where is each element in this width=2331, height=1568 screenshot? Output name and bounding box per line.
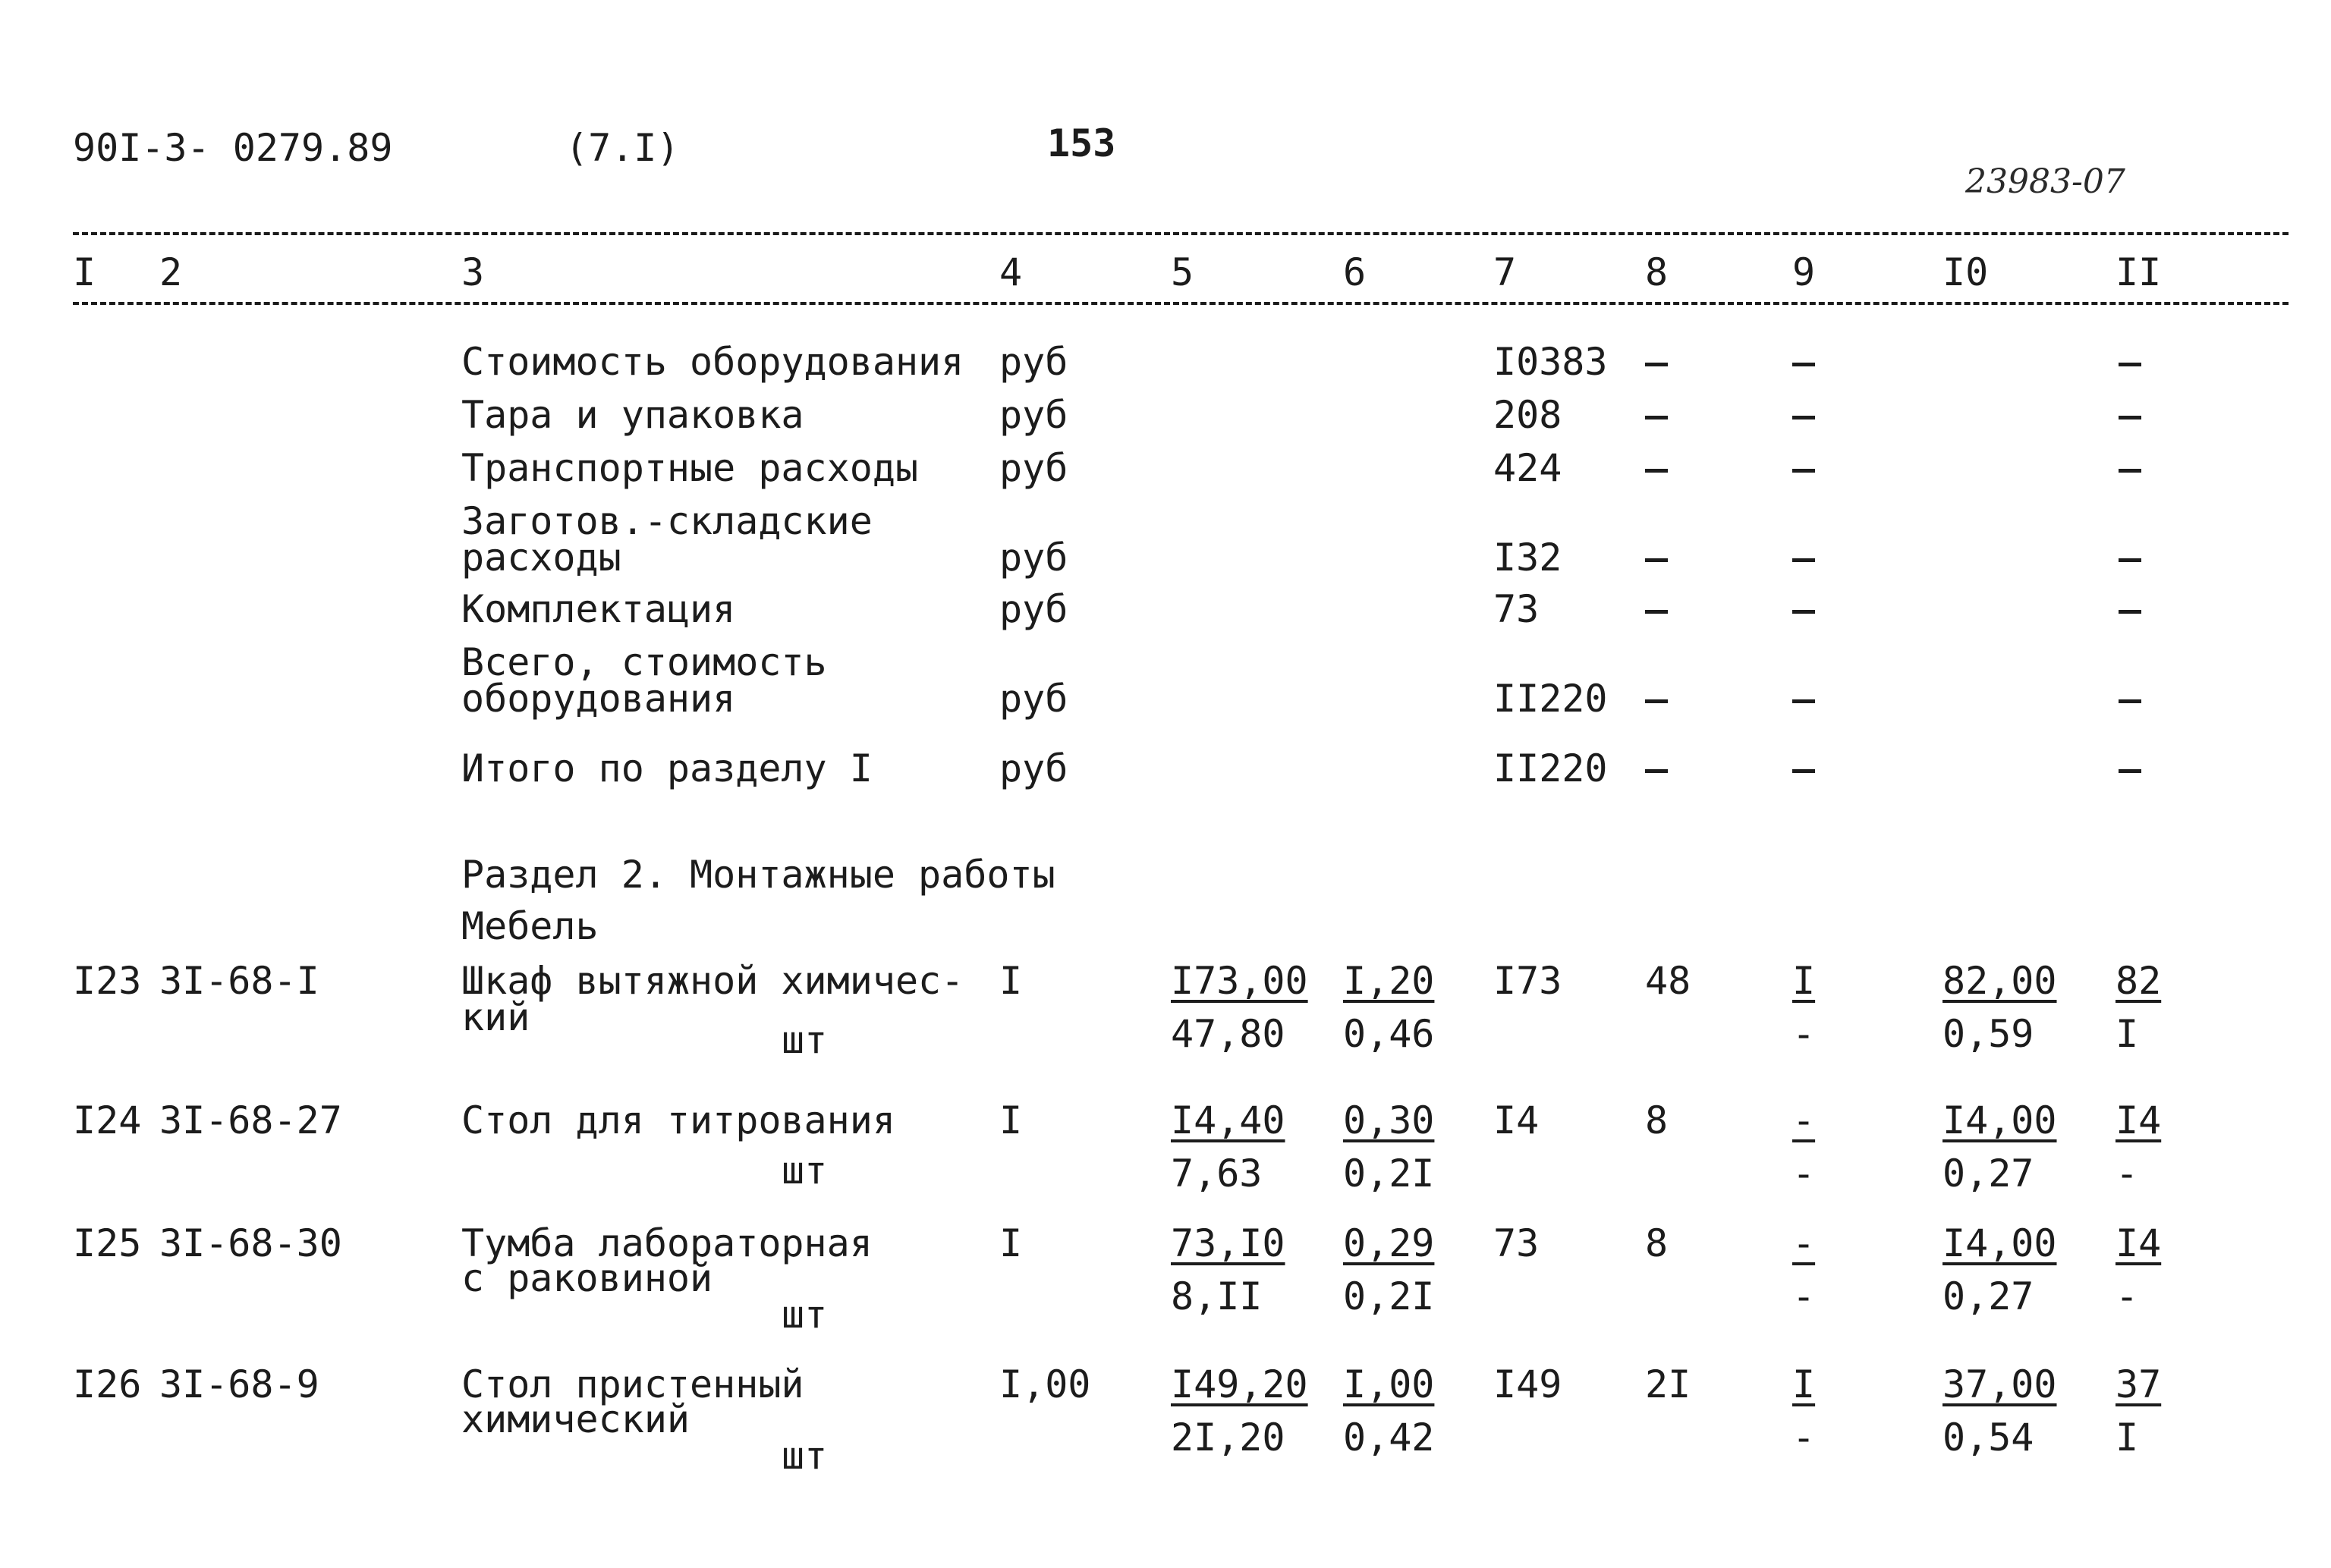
col9-bottom: - [1792, 1012, 1816, 1056]
dash-mark [1645, 610, 1668, 614]
dash-mark [1792, 610, 1815, 614]
col9-top: - [1792, 1098, 1816, 1142]
col6-top: I,20 [1343, 959, 1435, 1003]
dash-mark [1792, 558, 1815, 562]
col11-top: 82 [2116, 959, 2162, 1003]
unit-cell: руб [999, 536, 1068, 580]
section-title: Раздел 2. Монтажные работы [461, 853, 1055, 897]
item-name: Тумба лабораторная [461, 1221, 873, 1265]
col11-top: 37 [2116, 1362, 2162, 1406]
summary-label: Всего, стоимость [461, 640, 827, 684]
handwritten-number: 23983-07 [1965, 162, 2125, 201]
dash-mark [1645, 558, 1668, 562]
col10-bottom: 0,27 [1942, 1274, 2034, 1318]
dash-mark [1792, 469, 1815, 473]
unit-cell: руб [999, 446, 1068, 490]
col6-bottom: 0,46 [1343, 1012, 1435, 1056]
dash-mark [1792, 769, 1815, 773]
value-cell: 208 [1493, 393, 1562, 437]
item-code: 3I-68-27 [159, 1098, 342, 1142]
col10-top: I4,00 [1942, 1221, 2057, 1265]
item-unit: шт [782, 1293, 828, 1337]
dash-mark [2119, 769, 2141, 773]
col10-top: I4,00 [1942, 1098, 2057, 1142]
col6-bottom: 0,42 [1343, 1416, 1435, 1460]
table-header-rule [73, 302, 2289, 305]
dash-mark [2119, 363, 2141, 366]
col11-bottom: - [2116, 1152, 2139, 1196]
dash-mark [2119, 558, 2141, 562]
value-cell: I0383 [1493, 340, 1608, 384]
price-wages: 7,63 [1171, 1152, 1263, 1196]
col11-top: I4 [2116, 1098, 2162, 1142]
col6-bottom: 0,2I [1343, 1152, 1435, 1196]
column-header: 8 [1645, 250, 1669, 294]
item-unit: шт [782, 1149, 828, 1192]
col10-bottom: 0,54 [1942, 1416, 2034, 1460]
column-header: I [73, 250, 96, 294]
col6-top: 0,29 [1343, 1221, 1435, 1265]
table-top-rule [73, 232, 2289, 235]
item-number: I24 [73, 1098, 142, 1142]
value-cell: 424 [1493, 446, 1562, 490]
col11-bottom: I [2116, 1416, 2139, 1460]
summary-label: Транспортные расходы [461, 446, 919, 490]
price-total: I49,20 [1171, 1362, 1308, 1406]
price-wages: 8,II [1171, 1274, 1263, 1318]
dash-mark [2119, 416, 2141, 419]
col9-bottom: - [1792, 1274, 1816, 1318]
dash-mark [1792, 416, 1815, 419]
item-unit: шт [782, 1018, 828, 1062]
summary-label: Тара и упаковка [461, 393, 804, 437]
dash-mark [2119, 610, 2141, 614]
dash-mark [1645, 469, 1668, 473]
value-cell: I32 [1493, 536, 1562, 580]
price-total: I4,40 [1171, 1098, 1285, 1142]
col10-bottom: 0,27 [1942, 1152, 2034, 1196]
column-header: 3 [461, 250, 485, 294]
summary-label: Заготов.-складские [461, 499, 873, 543]
col8-value: 2I [1645, 1362, 1691, 1406]
dash-mark [1645, 363, 1668, 366]
price-wages: 2I,20 [1171, 1416, 1285, 1460]
item-code: 3I-68-9 [159, 1362, 319, 1406]
col6-bottom: 0,2I [1343, 1274, 1435, 1318]
item-code: 3I-68-I [159, 959, 319, 1003]
item-number: I25 [73, 1221, 142, 1265]
col11-top: I4 [2116, 1221, 2162, 1265]
col9-bottom: - [1792, 1152, 1816, 1196]
item-number: I26 [73, 1362, 142, 1406]
item-quantity: I,00 [999, 1362, 1091, 1406]
item-name-cont: химический [461, 1397, 690, 1441]
unit-cell: руб [999, 746, 1068, 790]
unit-cell: руб [999, 340, 1068, 384]
dash-mark [1645, 699, 1668, 703]
col8-value: 48 [1645, 959, 1691, 1003]
column-header: 2 [159, 250, 183, 294]
price-total: 73,I0 [1171, 1221, 1285, 1265]
value-cell: II220 [1493, 677, 1608, 721]
column-header: 4 [999, 250, 1023, 294]
col7-value: 73 [1493, 1221, 1540, 1265]
col9-top: - [1792, 1221, 1816, 1265]
item-quantity: I [999, 1221, 1023, 1265]
col11-bottom: I [2116, 1012, 2139, 1056]
col9-top: I [1792, 1362, 1816, 1406]
column-header: 5 [1171, 250, 1194, 294]
column-header: 6 [1343, 250, 1367, 294]
col11-bottom: - [2116, 1274, 2139, 1318]
unit-cell: руб [999, 393, 1068, 437]
section-reference: (7.I) [565, 126, 680, 170]
col9-top: I [1792, 959, 1816, 1003]
dash-mark [1792, 363, 1815, 366]
document-code: 90I-3- 0279.89 [73, 126, 393, 170]
item-unit: шт [782, 1434, 828, 1478]
item-quantity: I [999, 959, 1023, 1003]
summary-label-cont: расходы [461, 536, 621, 580]
dash-mark [2119, 469, 2141, 473]
dash-mark [1792, 699, 1815, 703]
col6-top: I,00 [1343, 1362, 1435, 1406]
column-header: I0 [1942, 250, 1989, 294]
item-name: Стол для титрования [461, 1098, 895, 1142]
price-total: I73,00 [1171, 959, 1308, 1003]
col10-top: 82,00 [1942, 959, 2057, 1003]
col7-value: I4 [1493, 1098, 1540, 1142]
item-name: Стол пристенный [461, 1362, 804, 1406]
unit-cell: руб [999, 677, 1068, 721]
item-number: I23 [73, 959, 142, 1003]
col10-top: 37,00 [1942, 1362, 2057, 1406]
section-subtitle: Мебель [461, 904, 599, 948]
column-header: 7 [1493, 250, 1517, 294]
col10-bottom: 0,59 [1942, 1012, 2034, 1056]
summary-label: Стоимость оборудования [461, 340, 964, 384]
unit-cell: руб [999, 587, 1068, 631]
item-name-cont: с раковиной [461, 1256, 713, 1300]
col7-value: I73 [1493, 959, 1562, 1003]
col7-value: I49 [1493, 1362, 1562, 1406]
col8-value: 8 [1645, 1098, 1669, 1142]
item-code: 3I-68-30 [159, 1221, 342, 1265]
column-header: 9 [1792, 250, 1816, 294]
item-quantity: I [999, 1098, 1023, 1142]
item-name-cont: кий [461, 995, 530, 1039]
summary-label-cont: оборудования [461, 677, 736, 721]
summary-label: Комплектация [461, 587, 736, 631]
col8-value: 8 [1645, 1221, 1669, 1265]
page-number: 153 [1047, 121, 1116, 165]
column-header: II [2116, 250, 2162, 294]
summary-label: Итого по разделу I [461, 746, 873, 790]
dash-mark [2119, 699, 2141, 703]
item-name: Шкаф вытяжной химичес- [461, 959, 964, 1003]
value-cell: 73 [1493, 587, 1540, 631]
col9-bottom: - [1792, 1416, 1816, 1460]
dash-mark [1645, 416, 1668, 419]
price-wages: 47,80 [1171, 1012, 1285, 1056]
col6-top: 0,30 [1343, 1098, 1435, 1142]
value-cell: II220 [1493, 746, 1608, 790]
dash-mark [1645, 769, 1668, 773]
